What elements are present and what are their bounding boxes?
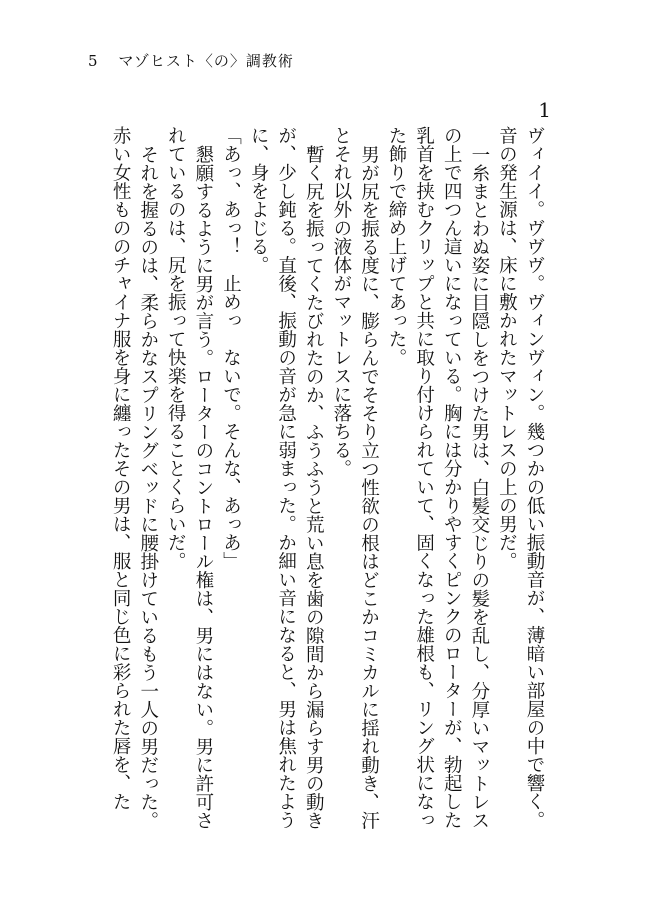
book-title: マゾヒスト〈の〉調教術 bbox=[118, 52, 294, 70]
running-head bbox=[88, 50, 294, 71]
paragraph: それを握るのは、柔らかなスプリングベッドに腰掛けているもう一人の男だった。赤い女性もののチャイナ服を身に纏ったその男は、服と同じ色に彩られた唇を、た bbox=[110, 126, 159, 829]
paragraph: 一糸まとわぬ姿に目隠しをつけた男は、白髪交じりの髪を乱し、分厚いマットレスの上で四つん這いになっている。胸には分かりやすくピンクのローターが、勃起した乳首を挟むクリップと共に取り付けられていて、固くなった雄根も、リング状になった飾りで締め上げてあった。 bbox=[386, 126, 490, 829]
chapter-number: 1 bbox=[538, 98, 551, 122]
paragraph: ヴィイイ。ヴヴヴ。ヴィンヴィン。幾つかの低い振動音が、薄暗い部屋の中で響く。音の発生源は、床に敷かれたマットレスの上の男だ。 bbox=[496, 126, 545, 829]
page-number: 5 bbox=[88, 52, 99, 70]
body-text bbox=[93, 126, 548, 834]
paragraph: 男が尻を振る度に、膨らんでそそり立つ性欲の根はどこかコミカルに揺れ動き、汗とそれ以外の液体がマットレスに落ちる。 bbox=[330, 126, 380, 829]
paragraph: 懇願するように男が言う。ローターのコントロール権は、男にはない。男に許可されているのは、尻を振って快楽を得ることくらいだ。 bbox=[165, 126, 214, 829]
paragraph: 暫く尻を振ってくたびれたのか、ふうふうと荒い息を歯の隙間から漏らす男の動きが、少し鈍る。直後、振動の音が急に弱まった。か細い音になると、男は焦れたように、身をよじる。 bbox=[248, 126, 325, 829]
dialogue-line: 「あっ、あっ！ 止めっ ないで。そんな、あっあ」 bbox=[220, 126, 242, 570]
